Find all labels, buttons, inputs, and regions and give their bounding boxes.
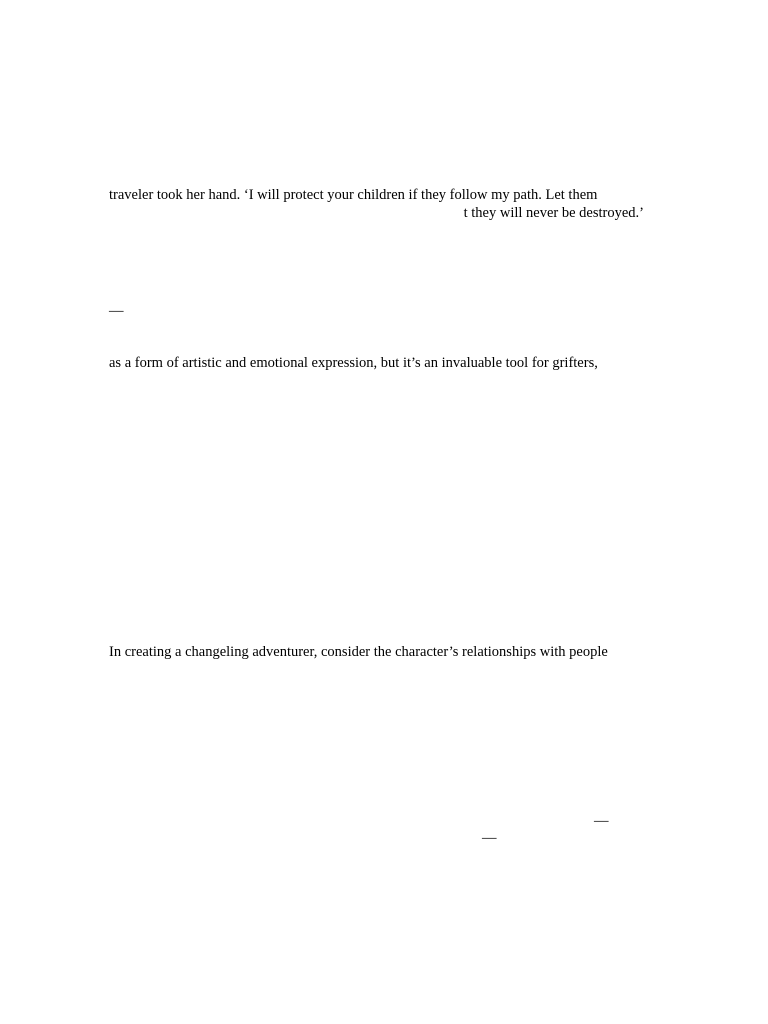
text-line-expression: as a form of artistic and emotional expression, but it’s an invaluable tool for grifters, [109, 355, 598, 371]
text-line-destroyed: t they will never be destroyed.’ [463, 205, 644, 221]
em-dash-mark: — [482, 830, 497, 846]
text-line-changeling: In creating a changeling adventurer, consider the character’s relationships with people [109, 644, 608, 660]
em-dash-mark: — [594, 813, 609, 829]
em-dash-mark: — [109, 303, 124, 319]
text-line-traveler: traveler took her hand. ‘I will protect your children if they follow my path. Let them [109, 187, 598, 203]
